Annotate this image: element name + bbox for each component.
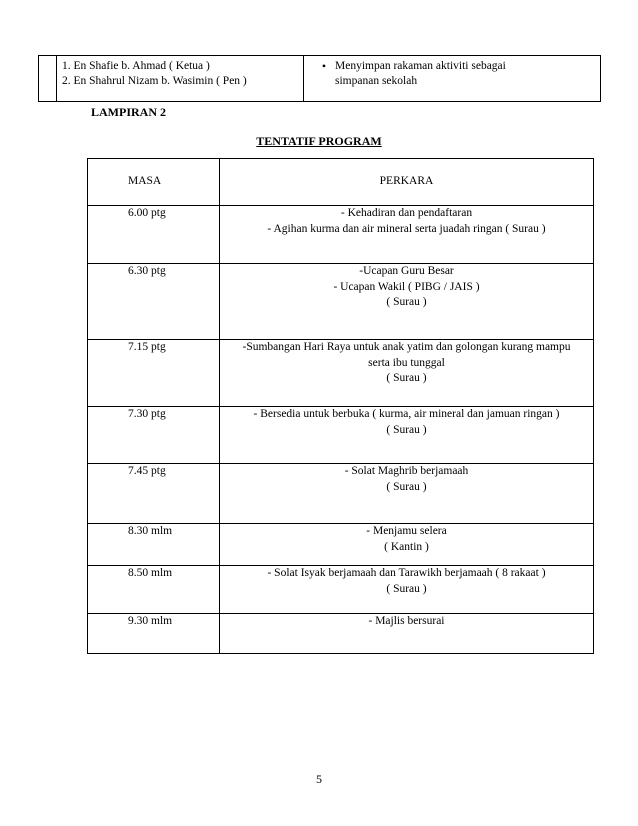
committee-name: 1. En Shafie b. Ahmad ( Ketua ) bbox=[62, 60, 210, 72]
activity-line: serta ibu tunggal bbox=[368, 356, 445, 369]
row-time: 7.30 ptg bbox=[88, 407, 220, 464]
row-activity bbox=[220, 407, 594, 464]
committee-task-cell bbox=[304, 56, 601, 102]
task-line: simpanan sekolah bbox=[335, 75, 418, 87]
schedule-row bbox=[88, 524, 594, 566]
committee-name: 2. En Shahrul Nizam b. Wasimin ( Pen ) bbox=[62, 75, 247, 87]
schedule-row bbox=[88, 464, 594, 524]
bullet-icon: • bbox=[321, 59, 327, 73]
activity-line: - Majlis bersurai bbox=[368, 615, 445, 627]
row-activity bbox=[220, 566, 594, 614]
schedule-row bbox=[88, 340, 594, 407]
row-time: 8.30 mlm bbox=[88, 524, 220, 566]
activity-line: - Kehadiran dan pendaftaran bbox=[340, 207, 473, 219]
schedule-header-row bbox=[88, 159, 594, 206]
activity-line: ( Surau ) bbox=[386, 372, 427, 384]
row-activity bbox=[220, 464, 594, 524]
activity-line: -Ucapan Guru Besar bbox=[359, 265, 454, 277]
activity-line: - Solat Maghrib berjamaah bbox=[344, 465, 469, 477]
row-activity bbox=[220, 340, 594, 407]
row-time: 7.15 ptg bbox=[88, 340, 220, 407]
schedule-row bbox=[88, 566, 594, 614]
row-activity bbox=[220, 524, 594, 566]
header-perkara: PERKARA bbox=[220, 159, 594, 206]
activity-line: - Ucapan Wakil ( PIBG / JAIS ) bbox=[333, 280, 480, 293]
row-activity bbox=[220, 264, 594, 340]
row-time: 7.45 ptg bbox=[88, 464, 220, 524]
activity-line: - Bersedia untuk berbuka ( kurma, air mineral dan jamuan ringan ) bbox=[253, 408, 560, 420]
activity-line: - Solat Isyak berjamaah dan Tarawikh berjamaah ( 8 rakaat ) bbox=[267, 567, 546, 579]
activity-line: - Menjamu selera bbox=[366, 525, 447, 537]
committee-names-cell bbox=[57, 56, 304, 102]
activity-line: ( Surau ) bbox=[386, 423, 427, 436]
schedule-table bbox=[87, 158, 594, 654]
program-title: TENTATIF PROGRAM bbox=[256, 134, 382, 148]
schedule-row bbox=[88, 614, 594, 654]
row-time: 8.50 mlm bbox=[88, 566, 220, 614]
row-activity bbox=[220, 206, 594, 264]
row-time: 9.30 mlm bbox=[88, 614, 220, 654]
row-time: 6.00 ptg bbox=[88, 206, 220, 264]
schedule-row bbox=[88, 264, 594, 340]
header-masa: MASA bbox=[88, 159, 220, 206]
activity-line: ( Surau ) bbox=[386, 480, 427, 493]
blank-cell bbox=[39, 56, 57, 102]
activity-line: ( Kantin ) bbox=[384, 540, 429, 553]
schedule-row bbox=[88, 407, 594, 464]
page-number: 5 bbox=[316, 772, 322, 786]
appendix-label: LAMPIRAN 2 bbox=[91, 105, 166, 119]
row-activity bbox=[220, 614, 594, 654]
task-line: Menyimpan rakaman aktiviti sebagai bbox=[335, 60, 506, 72]
activity-line: ( Surau ) bbox=[386, 582, 427, 595]
row-time: 6.30 ptg bbox=[88, 264, 220, 340]
schedule-row bbox=[88, 206, 594, 264]
activity-line: ( Surau ) bbox=[386, 296, 427, 308]
committee-table bbox=[38, 55, 601, 102]
activity-line: -Sumbangan Hari Raya untuk anak yatim dan golongan kurang mampu bbox=[242, 341, 571, 353]
activity-line: - Agihan kurma dan air mineral serta juadah ringan ( Surau ) bbox=[267, 222, 546, 235]
